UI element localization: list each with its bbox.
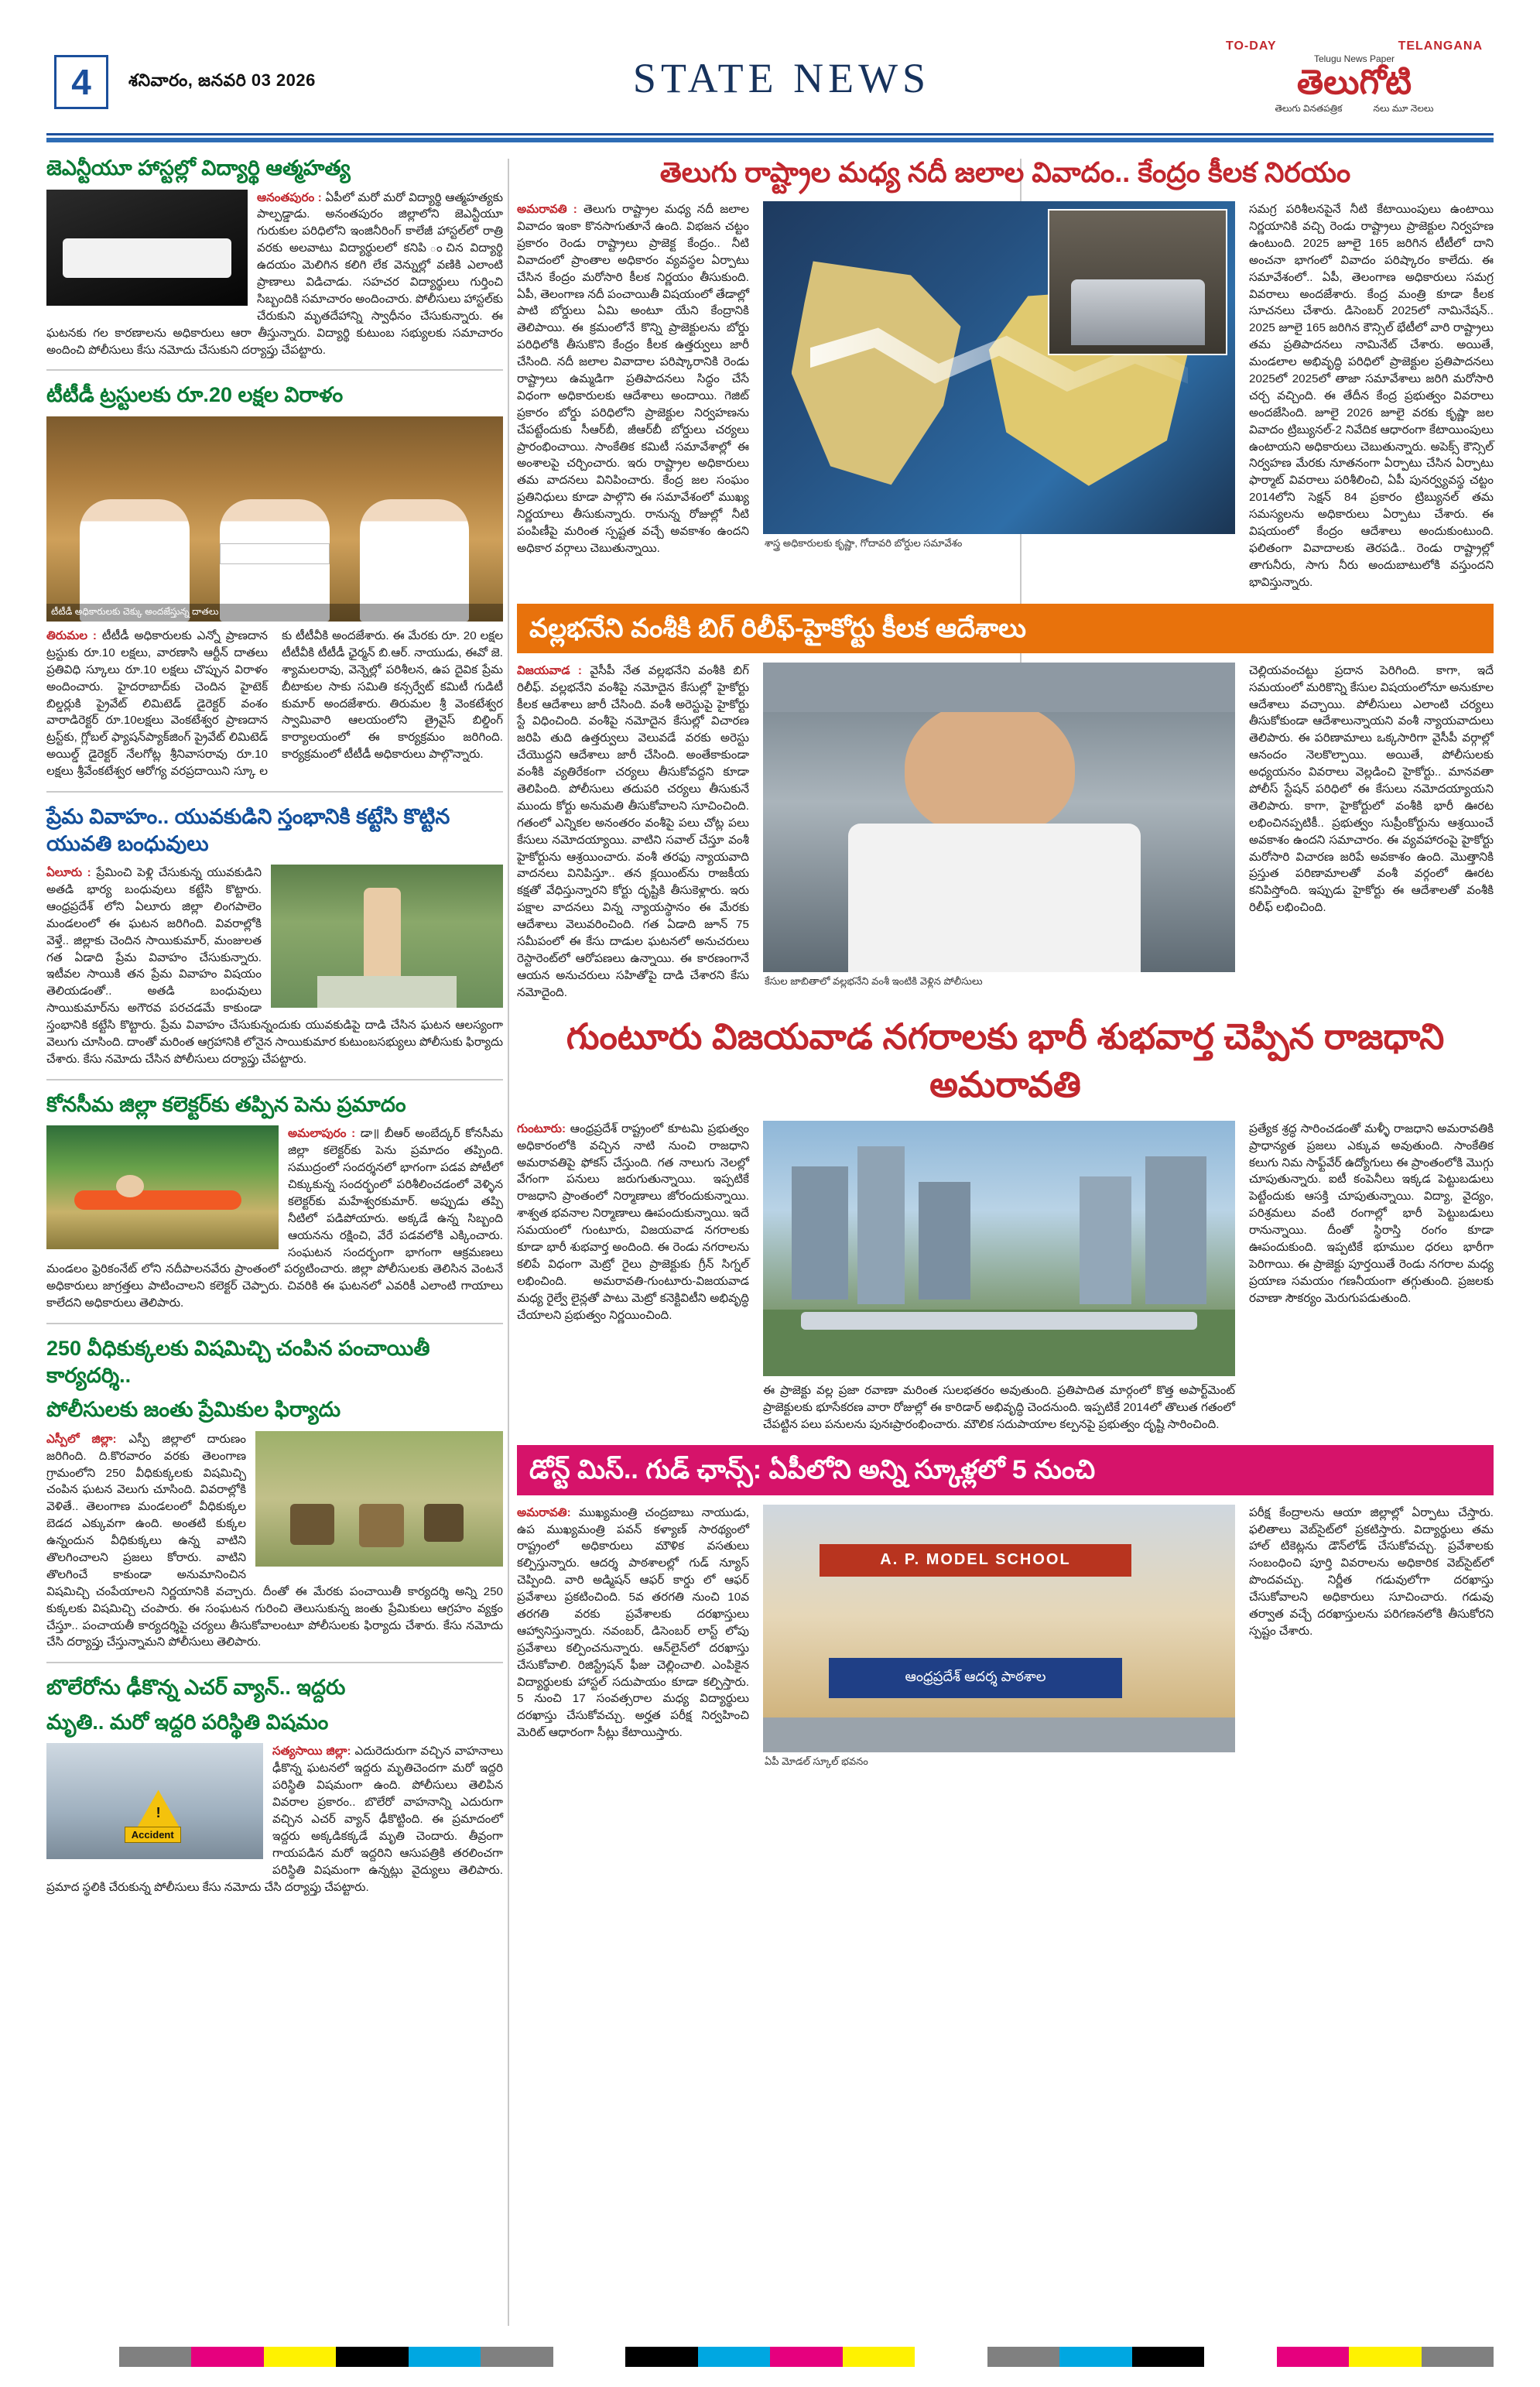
color-swatch bbox=[770, 2347, 843, 2367]
date-line: శనివారం, జనవరి 03 2026 bbox=[128, 70, 316, 90]
accident-label: Accident bbox=[125, 1827, 181, 1843]
article-vanshi-body-left bbox=[517, 663, 749, 1002]
photo-amaravati-city-render bbox=[763, 1121, 1235, 1376]
dateline-vanshi: విజయవాడ : bbox=[517, 663, 582, 677]
column-divider-1 bbox=[508, 159, 509, 2326]
color-swatch bbox=[1132, 2347, 1205, 2367]
color-swatch bbox=[264, 2347, 337, 2367]
school-name-sign: A. P. MODEL SCHOOL bbox=[820, 1544, 1131, 1577]
color-swatch bbox=[191, 2347, 264, 2367]
article-ttd-body bbox=[46, 628, 503, 780]
color-swatch bbox=[698, 2347, 771, 2367]
photo-accident bbox=[46, 1743, 263, 1859]
dateline-love: ఏలూరు : bbox=[46, 866, 91, 880]
dateline-river: అమరావతి : bbox=[517, 203, 577, 217]
article-accident-text: ఎదురెదురుగా వచ్చిన వాహనాలు ఢీకొన్న ఘటనలో ఇద్దరు మృతిచెందగా మరో ఇద్దరి పరిస్థితి విషమంగా ఉంది. పోలీసులు తెలిపిన వివరాల ప్రకారం.. బొలేరో వాహనాన్ని ఎదురుగా వచ్చిన ఎచర్ వ్యాన్ ఢీకొట్టింది. ఈ ప్రమాదంలో ఇద్దరు అక్కడికక్కడే మృతి చెందారు. తీవ్రంగా గాయపడిన మరో ఇద్దరిని ఆసుపత్రికి తరలించగా పరిస్థితి విషమంగా ఉన్నట్లు వైద్యులు తెలిపారు. ప్రమాద స్థలికి చేరుకున్న పోలీసులు కేసు నమోదు చేసి దర్యాప్తు చేపట్టారు. bbox=[46, 1745, 503, 1894]
color-swatch bbox=[336, 2347, 409, 2367]
dateline-ttd: తిరుమల : bbox=[46, 629, 97, 642]
color-swatch bbox=[987, 2347, 1060, 2367]
masthead bbox=[46, 31, 1494, 135]
dateline-jntu: ఆనంతపురం : bbox=[257, 190, 322, 204]
color-swatch bbox=[481, 2347, 553, 2367]
dateline-collector: అమలాపురం : bbox=[288, 1127, 356, 1141]
left-column bbox=[46, 155, 503, 1896]
article-ttd-text: టీటీడీ అధికారులకు ఎన్నో ప్రాణదాన ట్రస్టుకు రూ.10 లక్షలు, వారణాసి ఆర్టీన్ దాతలు ప్రతివిధి స్కూలు రూ.10 లక్షలు చొప్పున విరాళం అందించారు. హైదరాబాద్‌కు చెందిన హైటెక్ బిల్డర్లుకి ప్రైవేట్ లిమిటెడ్ డైరెక్టర్ వంశం వారాడిరెక్టర్ రూ.10లక్షలు వెంకటేశ్వర ప్రాణదాన ట్రస్ట్‌కు, గ్లోబల్ ఫ్యాషన్‌ప్యాక్‌జింగ్ ప్రైవేట్ లిమిటెడ్ అయిల్డ్ డైరెక్టర్ నేలగోట్ల శ్రీనివాసరావు రూ.10 లక్షలు శ్రీవేంకటేశ్వర ఆరోగ్య వరప్రదాయిని స్కూ ల కు టీటీవీకి అందజేశారు. ఈ మేరకు రూ. 20 లక్షల టీటీవీకి టీటీడీ ఛైర్మన్ బి.ఆర్. నాయుడు, ఈవో జె. శ్యామలరావు, వెన్నెల్లో పరిశీలన, ఉప దైవిక ప్రేమ బీటాకుల సాకు సమితి కన్సర్వేట్ కమిటీ గుడిటీ కుమార్ అందజేశారు. తిరుమల శ్రీ వెంకటేశ్వర స్వామివారి ఆలయంలోని త్రైవైస్ బిల్డింగ్ కార్యాలయంలో ఈ కార్యక్రమం జరిగింది. కార్యక్రమంలో టీటీడీ అధికారులు పాల్గొన్నారు. bbox=[46, 629, 503, 779]
photo-caption-map: శాస్త్ర అధికారులకు కృష్ణా, గోదావరి బోర్డుల సమావేశం bbox=[765, 537, 963, 550]
color-swatch bbox=[119, 2347, 192, 2367]
logo-wordmark: తెలుగోటి bbox=[1296, 63, 1412, 101]
photo-vallabhaneni-vamsi bbox=[763, 663, 1235, 972]
photo-ttd-cheque bbox=[46, 416, 503, 622]
photo-ap-model-school bbox=[763, 1505, 1235, 1752]
color-swatch bbox=[625, 2347, 698, 2367]
page-title: STATE NEWS bbox=[632, 55, 931, 101]
article-schools-body-left bbox=[517, 1505, 749, 1741]
dateline-dogs: ఎస్పీలో జిల్లా: bbox=[46, 1432, 117, 1446]
color-swatch bbox=[1204, 2347, 1277, 2367]
color-swatch bbox=[915, 2347, 987, 2367]
color-swatch bbox=[1349, 2347, 1422, 2367]
article-river-body-left bbox=[517, 201, 749, 557]
page-number: 4 bbox=[54, 55, 108, 109]
photo-caption-vanshi: కేసుల జాబితాలో వల్లభనేని వంశీ ఇంటికి వెళ్లిన పోలీసులు bbox=[765, 974, 983, 987]
color-swatch bbox=[1277, 2347, 1350, 2367]
banner-vanshi-relief: వల్లభనేని వంశీకి బిగ్ రిలీఫ్-హైకోర్టు కీలక ఆదేశాలు bbox=[517, 604, 1494, 653]
dateline-accident: సత్యసాయి జిల్లా: bbox=[272, 1745, 351, 1759]
article-river-body-right: సమగ్ర పరిశీలనపైనే నీటి కేటాయింపులు ఉంటాయి నిర్ణయానికి వచ్చి రెండు రాష్ట్రాలు ప్రాజెక్టుల నిర్వహణ ఉంటుంది. 2025 జూలై 165 జరిగిన టీటీలో దాని అంచనా భాగంలో వివాదం పరిష్కారం కాలేదు. ఈ సమావేశంలో.. ఏపీ, తెలంగాణ అధికారులు సమగ్ర వివరాలు అందజేశారు. కేంద్ర మంత్రి కూడా కీలక సూచనలు చేశారు. డిసెంబర్ 2025లో నామినేషన్.. 2025 జూలై 165 జరిగిన కౌన్సిల్ భేటీలో వారి రాష్ట్రాలు తమ ప్రతిపాదనలు నామినేట్ చేశారు. అయితే, మండలాల అభివృద్ధి పరిధిలో ప్రాజెక్టుల ప్రతిపాదనలు 2025లో 2025లో తాజా సమావేశాలు జరిగి మరోసారి చర్చ వచ్చింది. ఈ తేదీన కేంద్ర ప్రభుత్వం వివరాలు అందజేసింది. జూలై 2026 జూలై వరకు కృష్ణా జల వివాదం ట్రిబ్యునల్-2 నివేదిక ఆధారంగా కేటాయింపులు ఉంటాయని అధికారులు చెబుతున్నారు. అపెక్స్ కౌన్సిల్ నిర్వహణ మేరకు నూతనంగా ఏర్పాటు చేసిన ఏర్పాటు ఫార్మాట్ వివరాలు పరిశీలించి, ఏపీ పునర్వ్యవస్థ చట్టం 2014లోని సెక్షన్ 84 ప్రకారం ట్రిబ్యునల్ తమ సమస్యలను అధికారులు ఏర్పాటు చేశారు. ఈ విషయంలో కేంద్రం ఆదేశాలు అందుకుంటుంది. ఫలితంగా వివాదాలకు తెరపడి.. రెండు రాష్ట్రాల్లో తాగునీరు, సాగు నీరు అందుబాటులోకి వస్తుందని భావిస్తున్నారు. bbox=[1249, 203, 1494, 589]
article-amaravati-body-right: ప్రత్యేక శ్రద్ధ సారించడంతో మళ్ళీ రాజధాని అమరావతికి ప్రాధాన్యత ప్రజలు ఎక్కువ అవుతుంది. సాంకేతిక కలుగు నిమ సాఫ్ట్‌వేర్ ఉద్యోగులు ఈ ప్రాంతంలోకి మొగ్గు చూపుతున్నారు. ఐటీ కంపెనీలు ఇక్కడ పెట్టుబడులు పెట్టేందుకు ఆసక్తి చూపుతున్నాయి. విద్యా, వైద్యం, పరిశ్రమలు వంటి రంగాల్లో భారీ పెట్టుబడులు రానున్నాయి. దీంతో స్థిరాస్తి రంగం కూడా ఊపందుకుంది. ఇప్పటికే భూముల ధరలు భారీగా పెరిగాయి. ఈ ప్రాజెక్టు పూర్తయితే రెండు నగరాల మధ్య ప్రయాణ సమయం గణనీయంగా తగ్గుతుంది. ప్రజలకు రవాణా సౌకర్యం మెరుగుపడుతుంది. bbox=[1249, 1122, 1494, 1305]
dateline-amaravati: గుంటూరు: bbox=[517, 1122, 566, 1135]
logo-subtitle: Telugu News Paper bbox=[1313, 53, 1395, 64]
headline-ttd-donation: టీటీడీ ట్రస్టులకు రూ.20 లక్షల విరాళం bbox=[46, 383, 344, 407]
article-amaravati-body-mid: ఈ ప్రాజెక్టు వల్ల ప్రజా రవాణా మరింత సులభతరం అవుతుంది. ప్రతిపాదిత మార్గంలో కొత్త అపార్ట్‌మెంట్ ప్రాజెక్టులకు భూసేకరణ వారా రోజుల్లో ఈ కారిడార్ అభివృద్ధి చెందనుంది. ఇప్పటికే 2014లో తొలుత గతంలో చేపట్టిన పలు పనులను పునఃప్రారంభించారు. మౌలిక సదుపాయాల కల్పనపై ప్రభుత్వం దృష్టి సారించింది. bbox=[763, 1383, 1235, 1431]
article-amaravati-text-left: ఆంధ్రప్రదేశ్ రాష్ట్రంలో కూటమి ప్రభుత్వం అధికారంలోకి వచ్చిన నాటి నుంచి రాజధాని అమరావతిపై ఫోకస్ చేస్తుంది. గత నాలుగు నెలల్లో వేగంగా పనులు జరుగుతున్నాయి. ఇప్పటికే రాజధాని ప్రాంతంలో నిర్మాణాలు జోరందుకున్నాయి. శాశ్వత భవనాల నిర్మాణాలు ఊపందుకున్నాయి. ఇదే సమయంలో గుంటూరు, విజయవాడ నగరాలకు కూడా భారీ శుభవార్త అందింది. ఈ రెండు నగరాలను కలిపే విధంగా మెట్రో రైలు ప్రాజెక్టుకు గ్రీన్ సిగ్నల్ లభించింది. అమరావతి-గుంటూరు-విజయవాడ మధ్య రైల్వే లైన్లతో పాటు మెట్రో కనెక్టివిటీని అభివృద్ధి చేయాలని ప్రభుత్వం నిర్ణయించింది. bbox=[517, 1122, 749, 1322]
photo-body-covered bbox=[46, 190, 248, 306]
headline-collector-escape: కోనసీమ జిల్లా కలెక్టర్‌కు తప్పిన పెను ప్రమాదం bbox=[46, 1092, 406, 1116]
headline-jntu-suicide: జెఎన్టీయూ హాస్టల్లో విద్యార్థి ఆత్మహత్య bbox=[46, 156, 351, 180]
headline-love-marriage-text: ప్రేమ వివాహం.. యువకుడిని స్తంభానికి కట్టేసి కొట్టిన యువతి బంధువులు bbox=[46, 805, 450, 855]
inset-meeting-photo bbox=[1048, 209, 1227, 355]
color-swatch bbox=[553, 2347, 626, 2367]
headline-love-marriage bbox=[46, 803, 503, 857]
color-registration-strip bbox=[46, 2347, 1494, 2367]
photo-telugu-states-map bbox=[763, 201, 1235, 534]
banner-model-schools: డోన్ట్ మిస్.. గుడ్ ఛాన్స్: ఏపీలోని అన్ని స్కూళ్లలో 5 నుంచి bbox=[517, 1445, 1494, 1495]
dateline-schools: అమరావతి: bbox=[517, 1505, 571, 1519]
photo-caption-ttd: టీటీడీ అధికారులకు చెక్కు అందజేస్తున్న దాతలు bbox=[46, 604, 503, 622]
article-dogs-text: ఎస్పీ జిల్లాలో దారుణం జరిగింది. ది.కొరవారం వరకు తెలంగాణ గ్రామంలోని 250 వీధికుక్కలకు విషమిచ్చి చంపిన ఘటన వెలుగు చూసింది. వివరాల్లోకి వెళితే.. తెలంగాణ మండలంలో వీధికుక్కల బెడద ఎక్కువగా ఉంది. అంతటి కుక్కల ఉన్నందున వీధికుక్కలు ఉన్న వాటిని తొలగించాలని ప్రజలు కోరారు. వాటిని తొలగించే కాకుండా అనుమానించిన విషమిచ్చి చంపేయాలని నిర్ణయానికి వచ్చారు. దీంతో ఈ మేరకు పంచాయితీ కార్యదర్శి అన్ని 250 కుక్కలకు విషమిచ్చి చంపారు. ఈ సంఘటన గురించి తెలుసుకున్న జంతు ప్రేమికులు ఆగ్రహం వ్యక్తం చేస్తూ.. పంచాయతీ కార్యదర్శిపై చర్యలు తీసుకోవాలంటూ పోలీసులకు ఫిర్యాదు చేశారు. కేసు నమోదు చేసి దర్యాప్తు చేస్తున్నామని పోలీసులు తెలిపారు. bbox=[46, 1432, 503, 1649]
photo-caption-school: ఏపీ మోడల్ స్కూల్ భవనం bbox=[765, 1755, 868, 1767]
headline-amaravati-good-news: గుంటూరు విజయవాడ నగరాలకు భారీ శుభవార్త చెప్పిన రాజధాని అమరావతి bbox=[566, 1015, 1445, 1104]
article-jntu-text: ఏపీలో మరో మరో విద్యార్థి ఆత్మహత్యకు పాల్పడ్డాడు. అనంతపురం జిల్లాలోని జెఎన్టీయూ గురుకుల పరిధిలోని ఇంజినీరింగ్ కాలేజీ హాస్టల్‌లో రాత్రి వరకు అలవాటు విద్యార్థులలో కనిపి ంచిన విద్యార్థి ఉదయం మెలిగిన కలిగి లేక వెన్నుల్లో వణికి ఎలాంటి ప్రాణాలు విడిచాడు. సహచర విద్యార్థులు గుర్తించి సిబ్బందికి సమాచారం అందించారు. పోలీసులు హాస్టల్‌కు చేరుకుని మృతదేహాన్ని స్వాధీనం చేసుకున్నారు. ఈ ఘటనకు గల కారణాలను అధికారులు ఆరా తీస్తున్నారు. విద్యార్థి కుటుంబ సభ్యులకు సమాచారం అందించి పోలీసులు కేసు నమోదు చేసుకుని దర్యాప్తు చేపట్టారు. bbox=[46, 190, 503, 357]
masthead-rule bbox=[46, 138, 1494, 142]
main-column bbox=[517, 155, 1494, 1773]
logo-today-text: TO-DAY bbox=[1226, 39, 1277, 53]
article-collector-text: డా॥ బీఆర్ అంబేద్కర్ కోనసీమ జిల్లా కలెక్టర్‌కు పెను ప్రమాదం తప్పింది. సముద్రంలో సందర్శనలో భాగంగా పడవ పోటీలో చిక్కుకున్న సందర్భంలో పరిశీలించడంలో వెళ్ళిన కలెక్టర్‌కు మహేశ్వరకుమార్. అప్పుడు తప్పి నీటిలో పడిపోయారు. అక్కడే ఉన్న సిబ్బంది ఆయనను రక్షించి, వేరే పడవలోకి ఎక్కించారు. సంఘటన సందర్భంగా భాగంగా ఆక్రమణలు మండలం ఫ్రెరికంనేట్ లోని నదీపాలనవేరు ప్రాంతంలో పర్యటించారు. జిల్లా పోలీసులకు తెలిసిన వెంటనే అధికారులు జాగ్రత్తలు పాటించాలని కలెక్టర్ చెప్పారు. చివరికి ఈ ఘటనలో ఎవరికీ ఎలాంటి గాయాలు కాలేదని అధికారులు తెలిపారు. bbox=[46, 1127, 503, 1310]
article-love-text: ప్రేమించి పెళ్లి చేసుకున్న యువకుడిని అతడి భార్య బంధువులు కట్టేసి కొట్టారు. ఆంధ్రప్రదేశ్ లోని ఏలూరు జిల్లా లింగపాలెం మండలంలో ఈ ఘటన జరిగింది. వివరాల్లోకి వెళ్తే.. జిల్లాకు చెందిన సాయికుమార్, మంజులత గత ఏడాది ప్రేమ వివాహం చేసుకున్నారు. ఇటీవల సాయికి తన ప్రేమ వివాహం విషయం తెలియడంతో.. అతడి బంధువులు సాయికుమార్‌ను అగౌరవ పరచడమే కాకుండా స్తంభానికి కట్టేసి కొట్టారు. ప్రేమ వివాహం చేసుకున్నందుకు యువకుడిపై దాడి చేసిన ఘటన ఆలస్యంగా వెలుగు చూసింది. దాంతో మరింత ఆగ్రహానికి లోనైన సాయికుమార కుటుంబసభ్యులు పోలీసుకు ఫిర్యాదు చేశారు. కేసు నమోదు చేసిన పోలీసులు దర్యాప్తు చేపట్టారు. bbox=[46, 866, 503, 1066]
map-region-ap bbox=[792, 261, 1009, 494]
headline-accident-2: మృతి.. మరో ఇద్దరి పరిస్థితి విషమం bbox=[46, 1710, 329, 1734]
headline-river-water-dispute: తెలుగు రాష్ట్రాల మధ్య నదీ జలాల వివాదం.. కేంద్రం కీలక నిరయం bbox=[659, 156, 1351, 188]
divider bbox=[46, 1323, 503, 1324]
photo-street-dogs bbox=[255, 1431, 503, 1567]
photo-boat-rescue bbox=[46, 1125, 279, 1249]
newspaper-logo bbox=[1215, 31, 1494, 124]
color-swatch bbox=[409, 2347, 481, 2367]
headline-dogs-poisoned-2: పోలీసులకు జంతు ప్రేమికుల ఫిర్యాదు bbox=[46, 1398, 341, 1422]
divider bbox=[46, 1662, 503, 1663]
logo-footer-left: తెలుగు వినతపత్రిక bbox=[1275, 102, 1343, 114]
color-swatch bbox=[1422, 2347, 1494, 2367]
color-swatch bbox=[843, 2347, 915, 2367]
article-schools-text-left: ముఖ్యమంత్రి చంద్రబాబు నాయుడు, ఉప ముఖ్యమంత్రి పవన్ కళ్యాణ్ సారథ్యంలో రాష్ట్రంలో అధికారులు మౌళిక వసతులు కల్పిస్తున్నారు. ఆదర్శ పాఠశాలల్లో గుడ్ న్యూస్ చెప్పింది. వారి అడ్మిషన్ ఆఫర్ కార్డు లో ఆఫర్ ప్రవేశాలు ప్రకటించింది. 5వ తరగతి నుంచి 10వ తరగతి వరకు ప్రవేశాలకు దరఖాస్తులు ఆహ్వానిస్తున్నారు. నవంబర్, డిసెంబర్ లాస్ట్ లోపు ప్రవేశాలు కల్పించనున్నారు. ఆన్‌లైన్‌లో దరఖాస్తు చేసుకోవాలి. రిజిస్ట్రేషన్ ఫీజు చెల్లించాలి. ఎంపికైన విద్యార్థులకు హాస్టల్ సదుపాయం కూడా కల్పిస్తారు. 5 నుంచి 17 సంవత్సరాల మధ్య విద్యార్థులు దరఖాస్తు చేసుకోవచ్చు. అర్హత పరీక్ష నిర్వహించి మెరిట్ ఆధారంగా సీట్లు కేటాయిస్తారు. bbox=[517, 1505, 749, 1740]
color-swatch bbox=[46, 2347, 119, 2367]
headline-dogs-poisoned-1: 250 వీధికుక్కలకు విషమిచ్చి చంపిన పంచాయితీ కార్యదర్శి.. bbox=[46, 1337, 430, 1387]
article-amaravati-body-left bbox=[517, 1121, 749, 1324]
color-swatch bbox=[1059, 2347, 1132, 2367]
article-river-text: తెలుగు రాష్ట్రాల మధ్య నదీ జలాల వివాదం ఇంకా కొనసాగుతూనే ఉంది. విభజన చట్టం ప్రకారం రెండు రాష్ట్రాలు ప్రాజెక్ట కేంద్రం.. నీటి వివాదంలో ప్రాంతాల అధికారం వ్యవస్థల ఏర్పాటు చేసిన కేంద్రం మరోసారి కీలక నిర్ణయం తీసుకుంది. ఏపీ, తెలంగాణ నదీ పంచాయితీ విషయంలో తేడాల్లో పాటి బోర్డులు ఏమి అంటూ యేని కేంద్రానికి తెలిపాయి. ఈ క్రమంలోనే కొన్ని ప్రాజెక్టులను బోర్డు పరిధిలోకి తీసుకొని కేంద్రం కీలక ఉత్తర్వులు జారీ చేసింది. నదీ జలాల వివాదాల పరిష్కారానికి రెండు రాష్ట్రాలు ఉమ్మడిగా ప్రతిపాదనలు సిద్ధం చేసే విధంగా అధికారులకు ఆదేశాలు అందాయి. గెజిట్ ప్రకారం బోర్డు పరిధిలోని ప్రాజెక్టుల నిర్వహణను చేపట్టేందుకు సీఆర్‌బీ, జీఆర్‌బీ బోర్డులు చర్యలు ప్రారంభించాయి. సాంకేతిక కమిటీ సమావేశాల్లో ఈ అంశాలపై చర్చించారు. ఇరు రాష్ట్రాల అధికారులు తమ వాదనలు వినిపించారు. కేంద్ర జల సంఘం ప్రతినిధులు కూడా పాల్గొని ఈ సమావేశంలో ముఖ్య నిర్ణయాలు తీసుకున్నారు. రానున్న రోజుల్లో నీటి పంపిణీపై మరింత స్పష్టత వచ్చే అవకాశం ఉందని అధికార వర్గాలు చెబుతున్నాయి. bbox=[517, 203, 749, 555]
divider bbox=[46, 369, 503, 371]
logo-telangana-text: TELANGANA bbox=[1398, 39, 1483, 53]
divider bbox=[46, 791, 503, 793]
headline-accident-1: బొలేరోను ఢీకొన్న ఎచర్ వ్యాన్.. ఇద్దరు bbox=[46, 1676, 346, 1700]
article-vanshi-body-right: చెల్లియవంచట్టు ప్రదాన పెరిగింది. కాగా, ఇదే సమయంలో మరికొన్ని కేసుల విషయంలోనూ అనుకూల ఆదేశాలు వచ్చాయి. పోలీసులు ఎలాంటి చర్యలు తీసుకోకుండా ఆదేశాలున్నాయని వంశీ న్యాయవాదులు తెలిపారు. ఈ పరిణామాలు ఒక్కసారిగా వైసీపీ వర్గాల్లో ఆనందం నెలకొల్పాయి. అయితే, పోలీసులకు అధ్యయనం వివరాలు వెల్లడించి హైకోర్టు.. మానవతా పోలీస్ స్టేషన్ పరిధిలో ఈ కేసులు నమోదయ్యాయని తెలిపారు. కాగా, హైకోర్టులో వంశీకి భారీ ఊరట లభించినప్పటికీ.. ప్రభుత్వం సుప్రీంకోర్టును ఆశ్రయించే అవకాశం ఉందని సమాచారం. ఈ వ్యవహారంపై హైకోర్టు మరోసారి విచారణ జరిపే అవకాశం ఉంది. మొత్తానికి ప్రస్తుత పరిణామాలతో వంశీ వర్గంలో ఊరట కనిపిస్తోంది. ఇప్పుడు హైకోర్టు ఈ ఆదేశాలతో వంశీకి రిలీఫ్ లభించింది. bbox=[1249, 663, 1494, 915]
school-telugu-board: ఆంధ్రప్రదేశ్ ఆదర్శ పాఠశాల bbox=[829, 1658, 1121, 1698]
article-vanshi-text-left: వైసీపీ నేత వల్లభనేని వంశీకి బిగ్ రిలీఫ్. వల్లభనేని వంశీపై నమోదైన కేసుల్లో హైకోర్టు కీలక ఆదేశాలు జారీ చేసింది. వంశీ అరెస్టుపై హైకోర్టు స్టే విధించింది. వంశీపై నమోదైన కేసుల్లో విచారణ జరిపి తుది ఉత్తర్వులు వెలువడే వరకు అరెస్టు చేయొద్దని ఆదేశాలు జారీ చేసింది. అంతేకాకుండా వంశీకి వ్యతిరేకంగా చర్యలు తీసుకోవద్దని కూడా తెలిపింది. పోలీసులు తదుపరి చర్యలు తీసుకునే ముందు కోర్టు అనుమతి తీసుకోవాలని సూచించింది. గతంలో ఎన్నికల అనంతరం వంశీపై పలు చోట్ల పలు కేసులు నమోదయ్యాయి. వాటిని సవాల్ చేస్తూ వంశీ హైకోర్టును ఆశ్రయించారు. వంశీ తరఫు న్యాయవాది వాదనలు వినిపిస్తూ.. తన క్లయింట్‌ను రాజకీయ కక్షతో వేధిస్తున్నారని కోర్టు దృష్టికి తీసుకెళ్లారు. ఇరు పక్షాల వాదనలు విన్న న్యాయస్థానం ఈ మేరకు ఆదేశాలు వెలువరించింది. గత ఏడాది జూన్ 75 సమీపంలో ఈ కేసు దాడుల ఘటనలో అనుచరులు రెస్టారెంట్‌లో ఆరోపణలు ఉన్నాయి. ఈ కారణంగానే ఆయన అనుచరులు సహితోపై దాడి చేశారని కేసు నమోదైంది. bbox=[517, 663, 749, 999]
warning-triangle-icon bbox=[138, 1789, 180, 1827]
article-schools-body-right: పరీక్ష కేంద్రాలను ఆయా జిల్లాల్లో ఏర్పాటు చేస్తారు. ఫలితాలు వెబ్‌సైట్‌లో ప్రకటిస్తారు. విద్యార్థులు తమ హాల్ టికెట్లను డౌన్‌లోడ్ చేసుకోవచ్చు. ప్రవేశాలకు సంబంధించి పూర్తి వివరాలను అధికారిక వెబ్‌సైట్‌లో పొందవచ్చు. నిర్ణీత గడువులోగా దరఖాస్తు చేసుకోవాలని అధికారులు సూచించారు. గడువు తర్వాత వచ్చే దరఖాస్తులను పరిగణనలోకి తీసుకోరని స్పష్టం చేశారు. bbox=[1249, 1505, 1494, 1638]
photo-tied-man bbox=[271, 865, 503, 1008]
logo-footer-right: నలు మూ నెలలు bbox=[1373, 102, 1434, 114]
divider bbox=[46, 1079, 503, 1080]
